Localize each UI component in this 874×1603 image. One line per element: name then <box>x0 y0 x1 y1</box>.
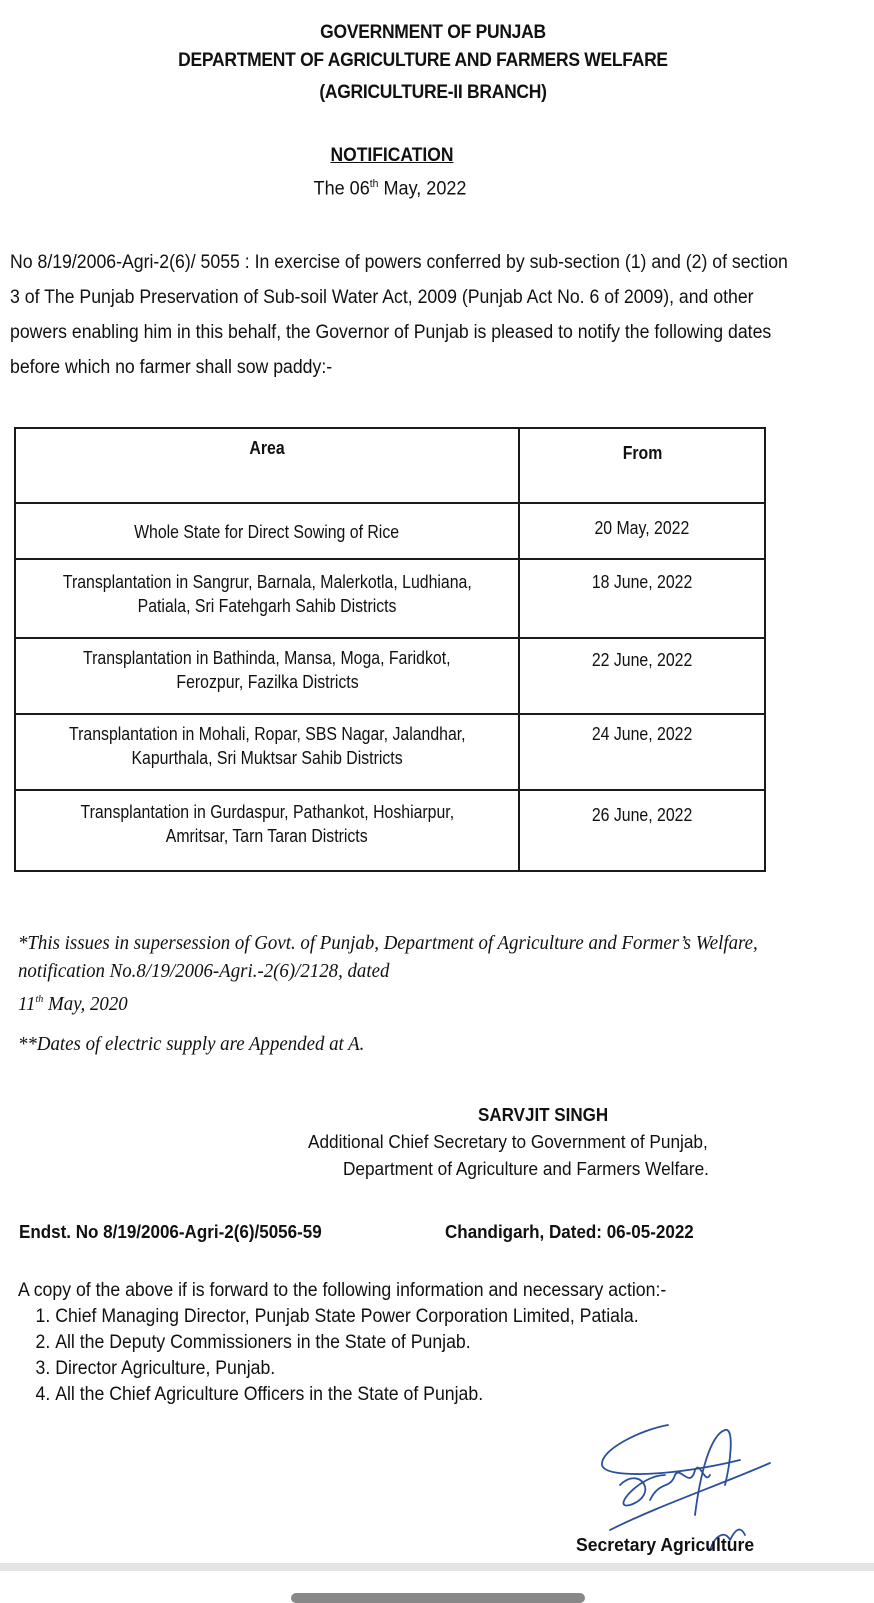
recipient-item: 4. All the Chief Agriculture Officers in the State of Punjab. <box>55 1382 818 1408</box>
recipient-item: 2. All the Deputy Commissioners in the State of Punjab. <box>55 1330 818 1356</box>
note1-text: *This issues in supersession of Govt. of Punjab, Department of Agriculture and Former’s Welfare, notification No.8/19/2006-Agri.-2(6)/2128, dated <box>18 932 758 982</box>
body-paragraph: No 8/19/2006-Agri-2(6)/ 5055 : In exercise of powers conferred by sub-section (1) and (2) of section 3 of The Punjab Preservation of Sub-soil Water Act, 2009 (Punjab Act No. 6 of 2009), and other powers enabling him in this behalf, the Governor of Punjab is pleased to notify the following dates before which no farmer shall sow paddy:- <box>10 252 788 378</box>
cell-from: 18 June, 2022 <box>519 559 765 638</box>
signature-stroke <box>695 1430 731 1515</box>
signatory-name: SARVJIT SINGH <box>478 1104 609 1125</box>
recipient-item: 1. Chief Managing Director, Punjab State Power Corporation Limited, Patiala. <box>55 1304 818 1330</box>
note1-end: May, 2020 <box>43 992 128 1015</box>
table-row <box>15 638 765 714</box>
signature-stroke <box>620 1475 665 1505</box>
cell-from: 20 May, 2022 <box>519 503 765 559</box>
date-prefix: The 06 <box>313 178 370 200</box>
cell-from: 26 June, 2022 <box>519 790 765 871</box>
copy-to-section <box>18 1278 818 1408</box>
cell-area: Whole State for Direct Sowing of Rice <box>15 503 519 559</box>
home-indicator[interactable] <box>291 1593 585 1603</box>
table-row <box>15 790 765 871</box>
header-department: DEPARTMENT OF AGRICULTURE AND FARMERS WELFARE <box>178 50 668 71</box>
table-row <box>15 559 765 638</box>
signature-stroke <box>602 1425 740 1474</box>
recipient-item: 3. Director Agriculture, Punjab. <box>55 1356 818 1382</box>
bottom-toolbar <box>0 1563 874 1571</box>
cell-from: 24 June, 2022 <box>519 714 765 790</box>
supersession-note <box>18 929 791 1018</box>
header-government: GOVERNMENT OF PUNJAB <box>320 22 546 43</box>
cell-area: Transplantation in Gurdaspur, Pathankot, Hoshiarpur, Amritsar, Tarn Taran Districts <box>15 790 519 871</box>
copy-intro: A copy of the above if is forward to the following information and necessary action:- <box>18 1280 667 1301</box>
electric-supply-note: **Dates of electric supply are Appended at A. <box>18 1033 365 1055</box>
endorsement-number: Endst. No 8/19/2006-Agri-2(6)/5056-59 <box>19 1221 322 1242</box>
date-sup: th <box>369 178 379 190</box>
notification-title: NOTIFICATION <box>330 145 454 166</box>
cell-area: Transplantation in Mohali, Ropar, SBS Nagar, Jalandhar, Kapurthala, Sri Muktsar Sahib Districts <box>15 714 519 790</box>
table-row <box>15 714 765 790</box>
date-suffix: May, 2022 <box>378 178 467 200</box>
schedule-table <box>14 427 766 872</box>
table-header-row <box>15 428 765 503</box>
table-row <box>15 503 765 559</box>
endorsement-place-date: Chandigarh, Dated: 06-05-2022 <box>445 1221 694 1242</box>
secretary-agriculture-label: Secretary Agriculture <box>576 1534 755 1555</box>
signature-stroke <box>610 1463 770 1530</box>
header-area: Area <box>15 428 519 503</box>
note1-day: 11 <box>18 992 36 1015</box>
notification-date <box>10 178 770 200</box>
cell-from: 22 June, 2022 <box>519 638 765 714</box>
cell-area: Transplantation in Bathinda, Mansa, Moga, Faridkot, Ferozpur, Fazilka Districts <box>15 638 519 714</box>
signatory-designation-1: Additional Chief Secretary to Government of Punjab, <box>308 1131 708 1152</box>
cell-area: Transplantation in Sangrur, Barnala, Malerkotla, Ludhiana, Patiala, Sri Fatehgarh Sahib Districts <box>15 559 519 638</box>
signatory-designation-2: Department of Agriculture and Farmers Welfare. <box>343 1158 709 1179</box>
header-branch: (AGRICULTURE-II BRANCH) <box>319 82 547 103</box>
note1-sup: th <box>35 993 44 1005</box>
recipient-list <box>18 1304 818 1408</box>
header-from: From <box>519 428 765 503</box>
